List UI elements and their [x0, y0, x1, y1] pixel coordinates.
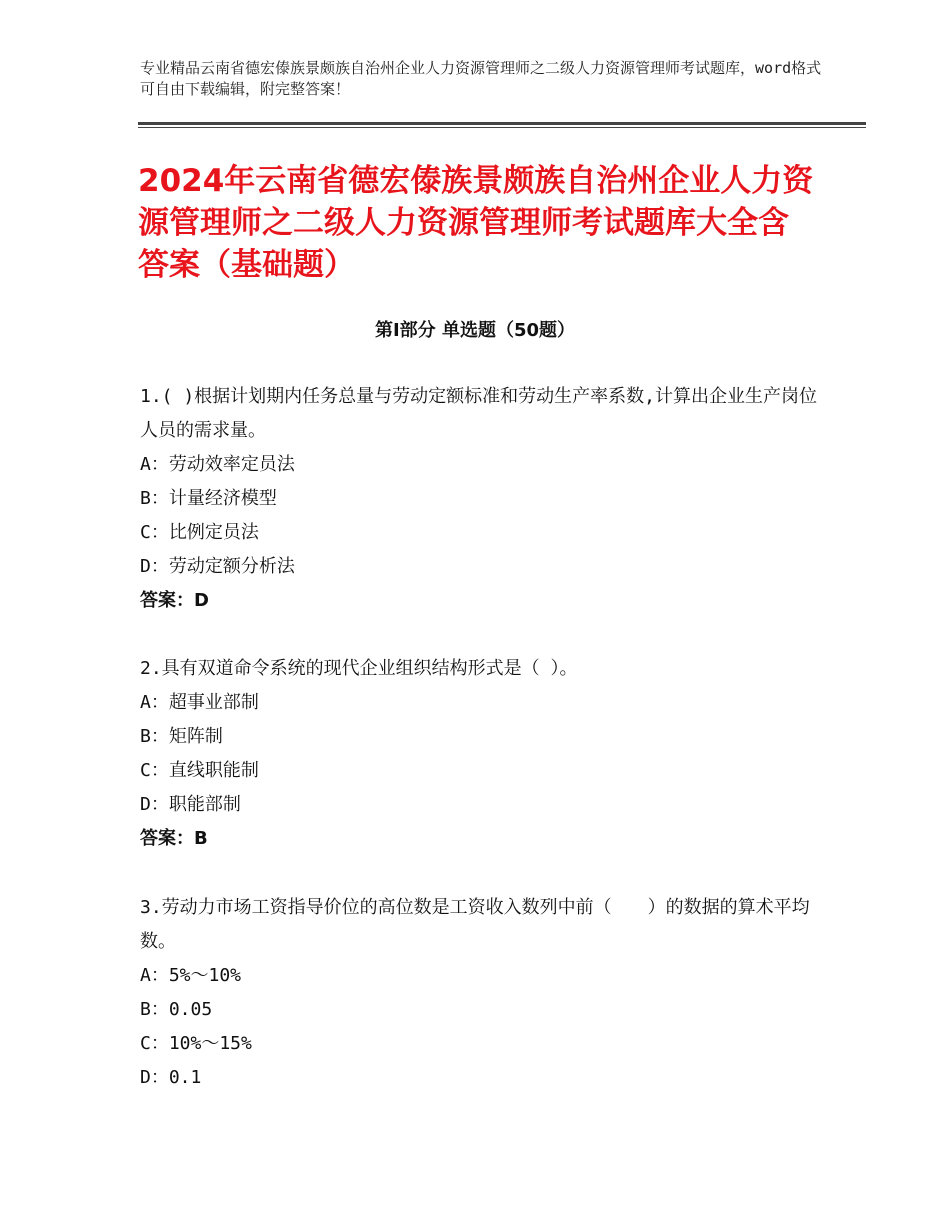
- option-b: B：矩阵制: [140, 726, 223, 747]
- option-c: C：比例定员法: [140, 522, 259, 543]
- option-c: C：10%～15%: [140, 1033, 252, 1054]
- option-a: A：超事业部制: [140, 692, 259, 713]
- answer: 答案：B: [140, 828, 208, 849]
- answer: 答案：D: [140, 590, 209, 611]
- header-note: 专业精品云南省德宏傣族景颇族自治州企业人力资源管理师之二级人力资源管理师考试题库，word格式可自由下载编辑，附完整答案！: [140, 59, 822, 98]
- question-stem: 3.劳动力市场工资指导价位的高位数是工资收入数列中前（ ）的数据的算术平均数。: [140, 897, 810, 952]
- section-title: 第Ⅰ部分 单选题（50题）: [374, 320, 575, 341]
- question-3: [140, 891, 820, 1095]
- question-stem: 1.( )根据计划期内任务总量与劳动定额标准和劳动生产率系数,计算出企业生产岗位人员的需求量。: [140, 386, 818, 441]
- option-d: D：劳动定额分析法: [140, 556, 295, 577]
- header-rule-thin: [138, 127, 866, 128]
- question-2: [140, 652, 820, 856]
- document-title: 2024年云南省德宏傣族景颇族自治州企业人力资源管理师之二级人力资源管理师考试题库大全含答案（基础题）: [138, 163, 814, 283]
- option-d: D：职能部制: [140, 794, 241, 815]
- option-a: A：5%～10%: [140, 965, 242, 986]
- question-stem: 2.具有双道命令系统的现代企业组织结构形式是（ ）。: [140, 658, 578, 679]
- option-c: C：直线职能制: [140, 760, 259, 781]
- option-b: B：0.05: [140, 999, 213, 1020]
- option-b: B：计量经济模型: [140, 488, 277, 509]
- option-a: A：劳动效率定员法: [140, 454, 295, 475]
- header-rule-thick: [138, 122, 866, 125]
- option-d: D：0.1: [140, 1067, 202, 1088]
- question-1: [140, 380, 820, 618]
